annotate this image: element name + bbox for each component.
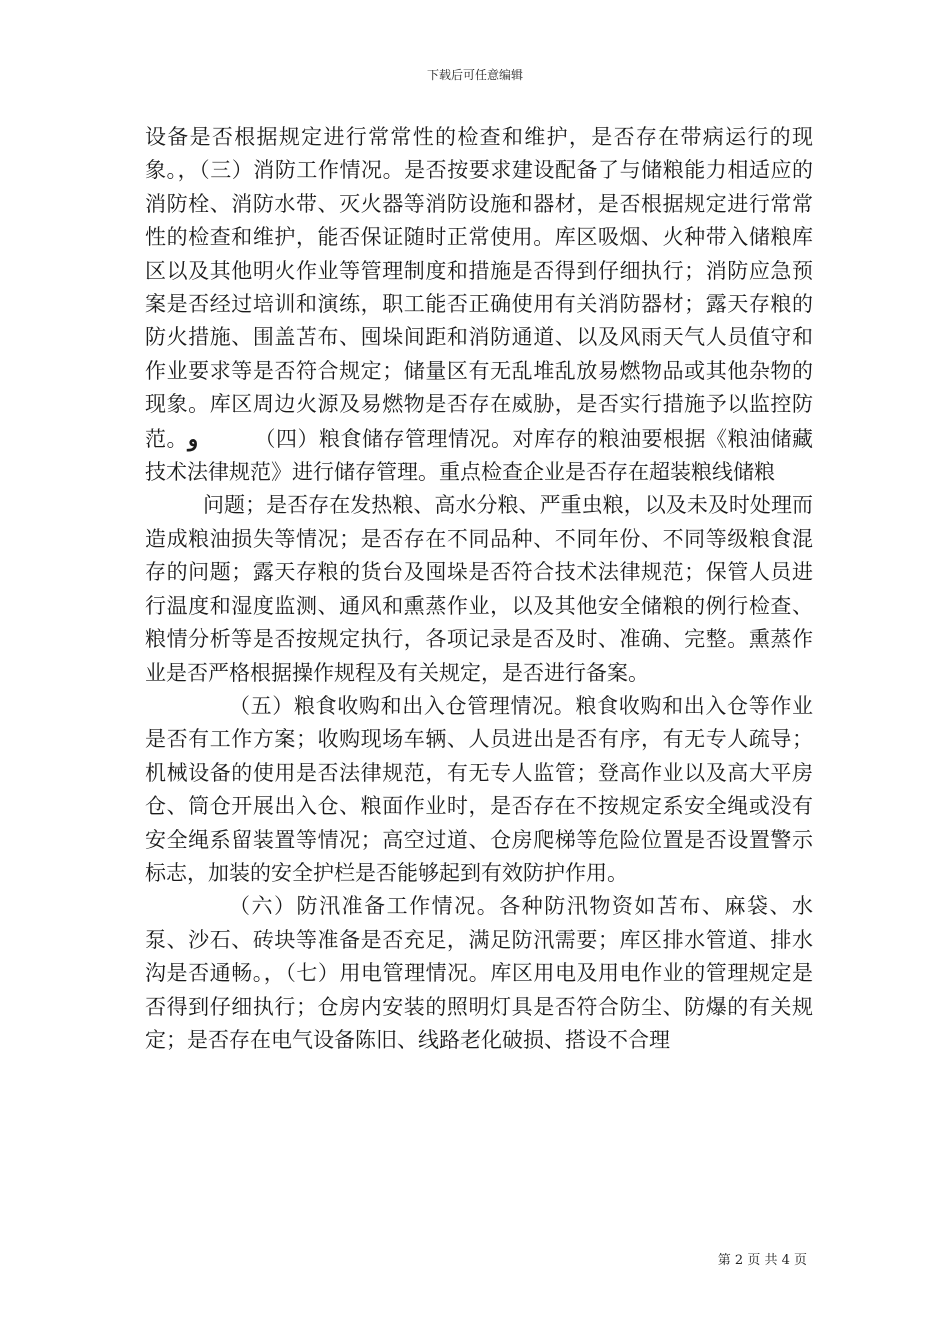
paragraph-fire-and-storage [145,121,813,489]
paragraph-purchase-management: （五）粮食收购和出入仓管理情况。粮食收购和出入仓等作业是否有工作方案；收购现场车辆、人员进出是否有序，有无专人疏导；机械设备的使用是否法律规范，有无专人监管；登高作业以及高大平房仓、筒仓开展出入仓、粮面作业时，是否存在不按规定系安全绳或没有安全绳系留装置等情况；高空过道、仓房爬梯等危险位置是否设置警示标志，加装的安全护栏是否能够起到有效防护作用。 [145,693,813,885]
paragraph-storage-issues: 问题；是否存在发热粮、高水分粮、严重虫粮，以及未及时处理而造成粮油损失等情况；是否存在不同品种、不同年份、不同等级粮食混存的问题；露天存粮的货台及囤垛是否符合技术法律规范；保管人员进行温度和湿度监测、通风和熏蒸作业，以及其他安全储粮的例行检查、粮情分析等是否按规定执行，各项记录是否及时、准确、完整。熏蒸作业是否严格根据操作规程及有关规定，是否进行备案。 [145,493,813,685]
page-header-note: 下载后可任意编辑 [426,68,523,82]
paragraph-text: （四）粮食储存管理情况。对库存的粮油要根据《粮油储藏技术法律规范》进行储存管理。重点检查企业是否存在超装粮线储粮 [145,426,813,485]
page-number: 第 2 页 共 4 页 [717,1253,807,1268]
paragraph-flood-and-power: （六）防汛准备工作情况。各种防汛物资如苫布、麻袋、水泵、沙石、砖块等准备是否充足，满足防汛需要；库区排水管道、排水沟是否通畅。，（七）用电管理情况。库区用电及用电作业的管理规定是否得到仔细执行；仓房内安装的照明灯具是否符合防尘、防爆的有关规定；是否存在电气设备陈旧、线路老化破损、搭设不合理 [145,894,813,1052]
paragraph-text: 设备是否根据规定进行常常性的检查和维护，是否存在带病运行的现象。，（三）消防工作情况。是否按要求建设配备了与储粮能力相适应的消防栓、消防水带、灭火器等消防设施和器材，是否根据规定进行常常性的检查和维护，能否保证随时正常使用。库区吸烟、火种带入储粮库区以及其他明火作业等管理制度和措施是否得到仔细执行；消防应急预案是否经过培训和演练，职工能否正确使用有关消防器材；露天存粮的防火措施、围盖苫布、囤垛间距和消防通道、以及风雨天气人员值守和作业要求等是否符合规定；储量区有无乱堆乱放易燃物品或其他杂物的现象。库区周边火源及易燃物是否存在威胁，是否实行措施予以监控防范。 [145,125,813,451]
stray-mark: و [188,425,199,451]
document-body [145,121,813,1057]
